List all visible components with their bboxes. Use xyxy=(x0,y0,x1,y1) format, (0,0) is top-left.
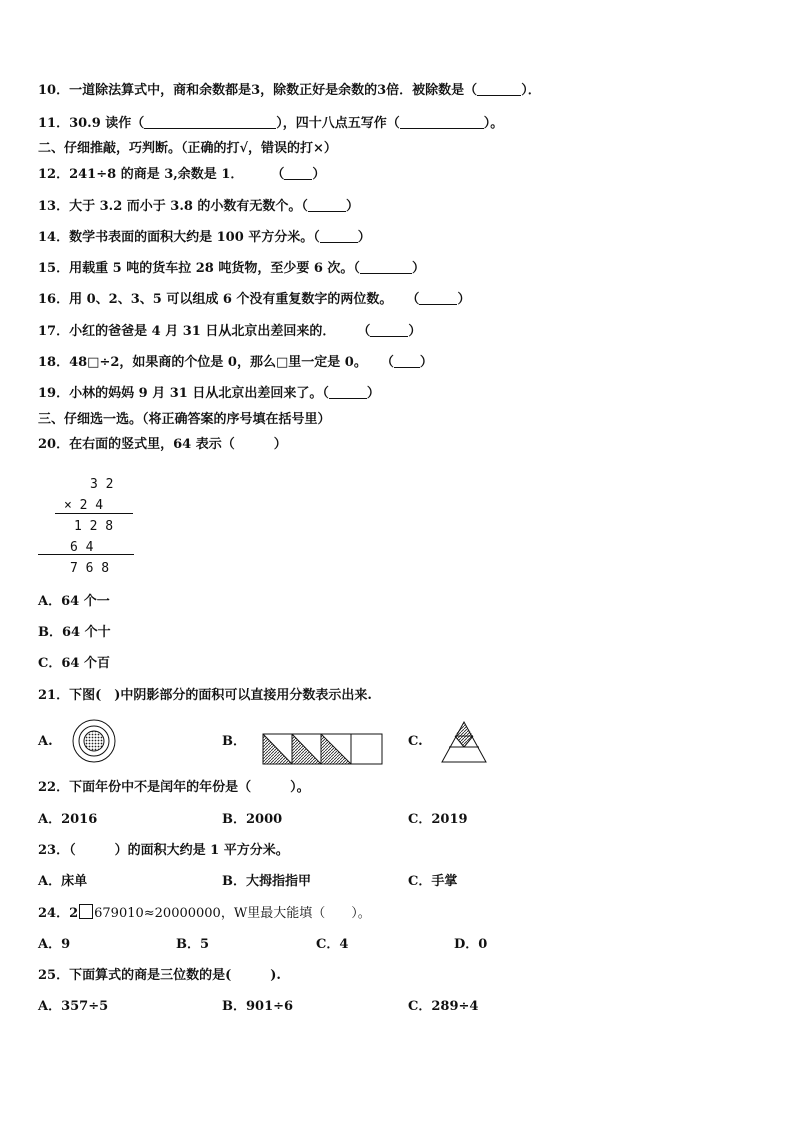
answer-blank[interactable] xyxy=(370,324,408,337)
answer-blank[interactable] xyxy=(329,386,367,399)
question-15: 15．用载重 5 吨的货车拉 28 吨货物，至少要 6 次。（ ） xyxy=(38,261,425,276)
calc-rule xyxy=(55,513,133,514)
option-c[interactable]: C．64 个百 xyxy=(38,656,110,671)
answer-blank[interactable] xyxy=(419,292,457,305)
option-a[interactable]: A．357÷5 xyxy=(38,999,109,1014)
section-2-heading: 二、仔细推敲，巧判断。（正确的打√，错误的打×） xyxy=(38,141,337,156)
option-a[interactable]: A. xyxy=(38,734,53,749)
question-25: 25．下面算式的商是三位数的是( ). xyxy=(38,968,281,983)
calc-row-multiplicand: 3 2 xyxy=(90,477,114,492)
question-16: 16．用 0、2、3、5 可以组成 6 个没有重复数字的两位数。 （ ） xyxy=(38,292,471,307)
calc-row-product: 7 6 8 xyxy=(70,561,110,576)
option-c[interactable]: C．2019 xyxy=(408,812,468,827)
triangle-figure xyxy=(440,720,488,764)
question-10-text: 10．一道除法算式中，商和余数都是3，除数正好是余数的3倍．被除数是（ xyxy=(38,83,478,98)
squares-figure xyxy=(262,733,384,765)
option-b[interactable]: B．大拇指指甲 xyxy=(222,874,311,889)
question-23: 23．（ ）的面积大约是 1 平方分米。 xyxy=(38,843,289,858)
option-c[interactable]: C．289÷4 xyxy=(408,999,479,1014)
option-a[interactable]: A．2016 xyxy=(38,812,98,827)
ring-figure xyxy=(70,718,118,764)
question-14: 14．数学书表面的面积大约是 100 平方分米。（ ） xyxy=(38,230,371,245)
question-18: 18．48□÷2，如果商的个位是 0，那么□里一定是 0。 （ ） xyxy=(38,355,433,370)
option-d[interactable]: D．0 xyxy=(454,937,488,952)
option-b[interactable]: B． xyxy=(222,734,246,749)
calc-row-partial-1: 1 2 8 xyxy=(74,519,114,534)
answer-blank[interactable] xyxy=(394,355,420,368)
option-c[interactable]: C. xyxy=(408,734,423,749)
section-3-heading: 三、仔细选一选。（将正确答案的序号填在括号里） xyxy=(38,412,331,427)
answer-blank[interactable] xyxy=(320,230,358,243)
answer-blank[interactable] xyxy=(308,199,346,212)
option-b[interactable]: B．901÷6 xyxy=(222,999,294,1014)
question-11: 11．30.9 读作（ ），四十八点五写作（ ）。 xyxy=(38,116,504,131)
answer-blank[interactable] xyxy=(360,261,412,274)
question-12: 12．241÷8 的商是 3,余数是 1． （ ） xyxy=(38,167,326,182)
option-c[interactable]: C．手掌 xyxy=(408,874,458,889)
question-22: 22．下面年份中不是闰年的年份是（ ）。 xyxy=(38,780,310,795)
calc-row-partial-2: 6 4 xyxy=(70,540,94,555)
option-b[interactable]: B．5 xyxy=(176,937,210,952)
option-c[interactable]: C．4 xyxy=(316,937,349,952)
calc-rule xyxy=(38,554,134,555)
question-17: 17．小红的爸爸是 4 月 31 日从北京出差回来的． （ ） xyxy=(38,324,422,339)
calc-row-multiplier: × 2 4 xyxy=(64,498,104,513)
answer-blank[interactable] xyxy=(144,116,276,129)
question-21: 21．下图( )中阴影部分的面积可以直接用分数表示出来. xyxy=(38,688,372,703)
answer-blank[interactable] xyxy=(400,116,484,129)
option-a[interactable]: A．床单 xyxy=(38,874,88,889)
option-b[interactable]: B．2000 xyxy=(222,812,283,827)
option-b[interactable]: B．64 个十 xyxy=(38,625,111,640)
answer-blank[interactable] xyxy=(477,83,521,96)
question-13: 13．大于 3.2 而小于 3.8 的小数有无数个。（ ） xyxy=(38,199,359,214)
question-24: 24．2 679010≈20000000，W里最大能填（ ）。 xyxy=(38,906,371,921)
question-20: 20．在右面的竖式里，64 表示（ ） xyxy=(38,437,287,452)
option-a[interactable]: A．9 xyxy=(38,937,71,952)
question-10: 10．一道除法算式中，商和余数都是3，除数正好是余数的3倍．被除数是（ ）． xyxy=(38,83,541,98)
digit-box[interactable] xyxy=(79,904,93,919)
answer-blank[interactable] xyxy=(284,167,312,180)
question-19: 19．小林的妈妈 9 月 31 日从北京出差回来了。（ ） xyxy=(38,386,380,401)
option-a[interactable]: A．64 个一 xyxy=(38,594,110,609)
